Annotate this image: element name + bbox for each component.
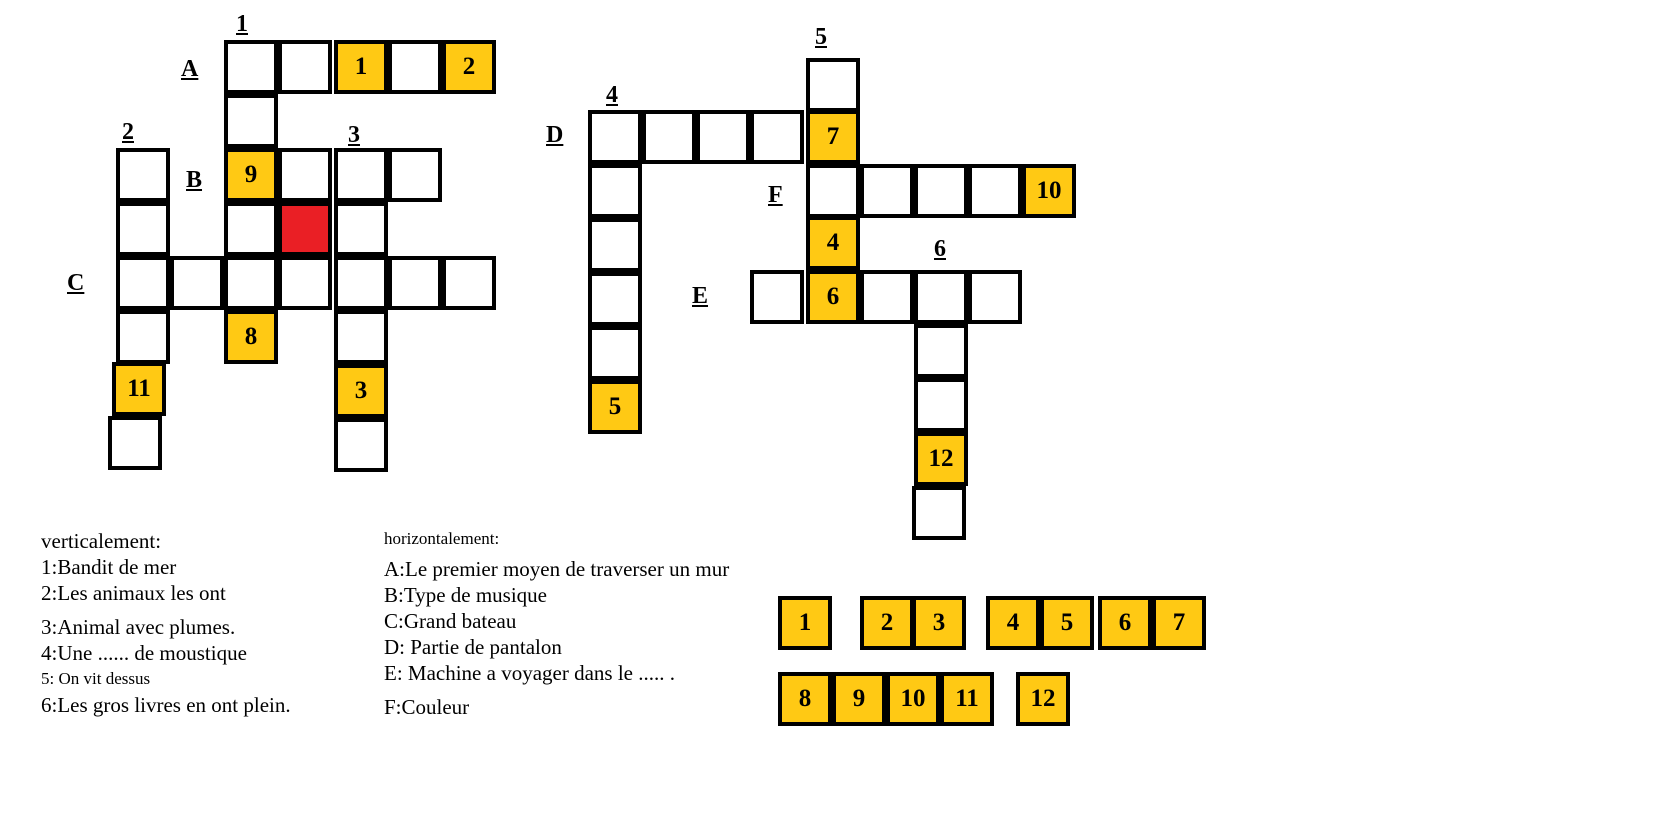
grid-cell[interactable] xyxy=(588,164,642,218)
grid-cell[interactable] xyxy=(224,94,278,148)
grid-cell[interactable] xyxy=(806,164,860,218)
answer-box[interactable]: 9 xyxy=(832,672,886,726)
vertical-clues-title: verticalement: xyxy=(41,529,162,553)
grid-cell-numbered[interactable]: 10 xyxy=(1022,164,1076,218)
label-horizontal-F: F xyxy=(768,182,783,208)
horizontal-clue-F: F:Couleur xyxy=(384,695,470,719)
grid-cell[interactable] xyxy=(116,310,170,364)
grid-cell[interactable] xyxy=(334,202,388,256)
grid-cell-numbered[interactable]: 7 xyxy=(806,110,860,164)
grid-cell[interactable] xyxy=(588,218,642,272)
label-vertical-3: 3 xyxy=(348,122,360,148)
grid-cell[interactable] xyxy=(642,110,696,164)
grid-cell[interactable] xyxy=(696,110,750,164)
label-horizontal-E: E xyxy=(692,283,709,309)
answer-box[interactable]: 10 xyxy=(886,672,940,726)
grid-cell[interactable] xyxy=(108,416,162,470)
grid-cell[interactable] xyxy=(334,418,388,472)
label-horizontal-B: B xyxy=(186,167,203,193)
grid-cell[interactable] xyxy=(912,486,966,540)
grid-cell[interactable] xyxy=(588,110,642,164)
grid-cell[interactable] xyxy=(914,324,968,378)
grid-cell[interactable] xyxy=(806,58,860,112)
grid-cell[interactable] xyxy=(750,110,804,164)
vertical-clues xyxy=(41,528,291,718)
grid-cell[interactable] xyxy=(588,326,642,380)
answer-box[interactable]: 7 xyxy=(1152,596,1206,650)
label-vertical-2: 2 xyxy=(122,119,134,145)
answer-box[interactable]: 11 xyxy=(940,672,994,726)
grid-cell[interactable] xyxy=(224,202,278,256)
grid-cell-numbered[interactable]: 8 xyxy=(224,310,278,364)
vertical-clue-5: 5: On vit dessus xyxy=(41,669,151,688)
vertical-clue-1: 1:Bandit de mer xyxy=(41,555,177,579)
grid-cell[interactable] xyxy=(116,202,170,256)
label-vertical-4: 4 xyxy=(606,82,618,108)
vertical-clue-3: 3:Animal avec plumes. xyxy=(41,615,236,639)
label-vertical-5: 5 xyxy=(815,24,827,50)
grid-cell[interactable] xyxy=(334,256,388,310)
grid-cell-numbered[interactable]: 12 xyxy=(914,432,968,486)
horizontal-clue-A: A:Le premier moyen de traverser un mur xyxy=(384,557,730,581)
label-horizontal-D: D xyxy=(546,122,564,148)
horizontal-clue-C: C:Grand bateau xyxy=(384,609,517,633)
grid-cell[interactable] xyxy=(914,270,968,324)
answer-box[interactable]: 8 xyxy=(778,672,832,726)
label-horizontal-A: A xyxy=(181,56,199,82)
horizontal-clue-B: B:Type de musique xyxy=(384,583,548,607)
grid-cell[interactable] xyxy=(860,164,914,218)
grid-cell[interactable] xyxy=(170,256,224,310)
grid-cell[interactable] xyxy=(588,272,642,326)
grid-cell[interactable] xyxy=(388,148,442,202)
grid-cell[interactable] xyxy=(116,148,170,202)
horizontal-clues xyxy=(384,526,729,720)
label-vertical-1: 1 xyxy=(236,11,248,37)
vertical-clue-4: 4:Une ...... de moustique xyxy=(41,641,247,665)
answer-box[interactable]: 4 xyxy=(986,596,1040,650)
vertical-clue-6: 6:Les gros livres en ont plein. xyxy=(41,693,291,717)
grid-cell[interactable] xyxy=(334,148,388,202)
grid-cell[interactable] xyxy=(968,164,1022,218)
grid-cell[interactable] xyxy=(224,40,278,94)
grid-cell-numbered[interactable]: 2 xyxy=(442,40,496,94)
answer-box[interactable]: 1 xyxy=(778,596,832,650)
answer-box[interactable]: 3 xyxy=(912,596,966,650)
grid-cell-numbered[interactable]: 5 xyxy=(588,380,642,434)
horizontal-clue-D: D: Partie de pantalon xyxy=(384,635,562,659)
grid-cell[interactable] xyxy=(750,270,804,324)
answer-box[interactable]: 5 xyxy=(1040,596,1094,650)
grid-cell[interactable] xyxy=(334,310,388,364)
blocked-cell xyxy=(278,202,332,256)
horizontal-clues-title: horizontalement: xyxy=(384,529,500,548)
label-horizontal-C: C xyxy=(67,270,85,296)
grid-cell-numbered[interactable]: 6 xyxy=(806,270,860,324)
grid-cell[interactable] xyxy=(442,256,496,310)
label-vertical-6: 6 xyxy=(934,236,946,262)
grid-cell[interactable] xyxy=(278,40,332,94)
grid-cell[interactable] xyxy=(860,270,914,324)
grid-cell[interactable] xyxy=(278,256,332,310)
grid-cell-numbered[interactable]: 1 xyxy=(334,40,388,94)
grid-cell[interactable] xyxy=(914,164,968,218)
grid-cell[interactable] xyxy=(968,270,1022,324)
grid-cell[interactable] xyxy=(278,148,332,202)
answer-box[interactable]: 12 xyxy=(1016,672,1070,726)
answer-box[interactable]: 6 xyxy=(1098,596,1152,650)
grid-cell-numbered[interactable]: 9 xyxy=(224,148,278,202)
grid-cell[interactable] xyxy=(224,256,278,310)
vertical-clue-2: 2:Les animaux les ont xyxy=(41,581,226,605)
grid-cell-numbered[interactable]: 11 xyxy=(112,362,166,416)
grid-cell[interactable] xyxy=(388,256,442,310)
grid-cell-numbered[interactable]: 3 xyxy=(334,364,388,418)
grid-cell[interactable] xyxy=(914,378,968,432)
grid-cell[interactable] xyxy=(116,256,170,310)
answer-box[interactable]: 2 xyxy=(860,596,914,650)
horizontal-clue-E: E: Machine a voyager dans le ..... . xyxy=(384,661,675,685)
grid-cell-numbered[interactable]: 4 xyxy=(806,216,860,270)
grid-cell[interactable] xyxy=(388,40,442,94)
